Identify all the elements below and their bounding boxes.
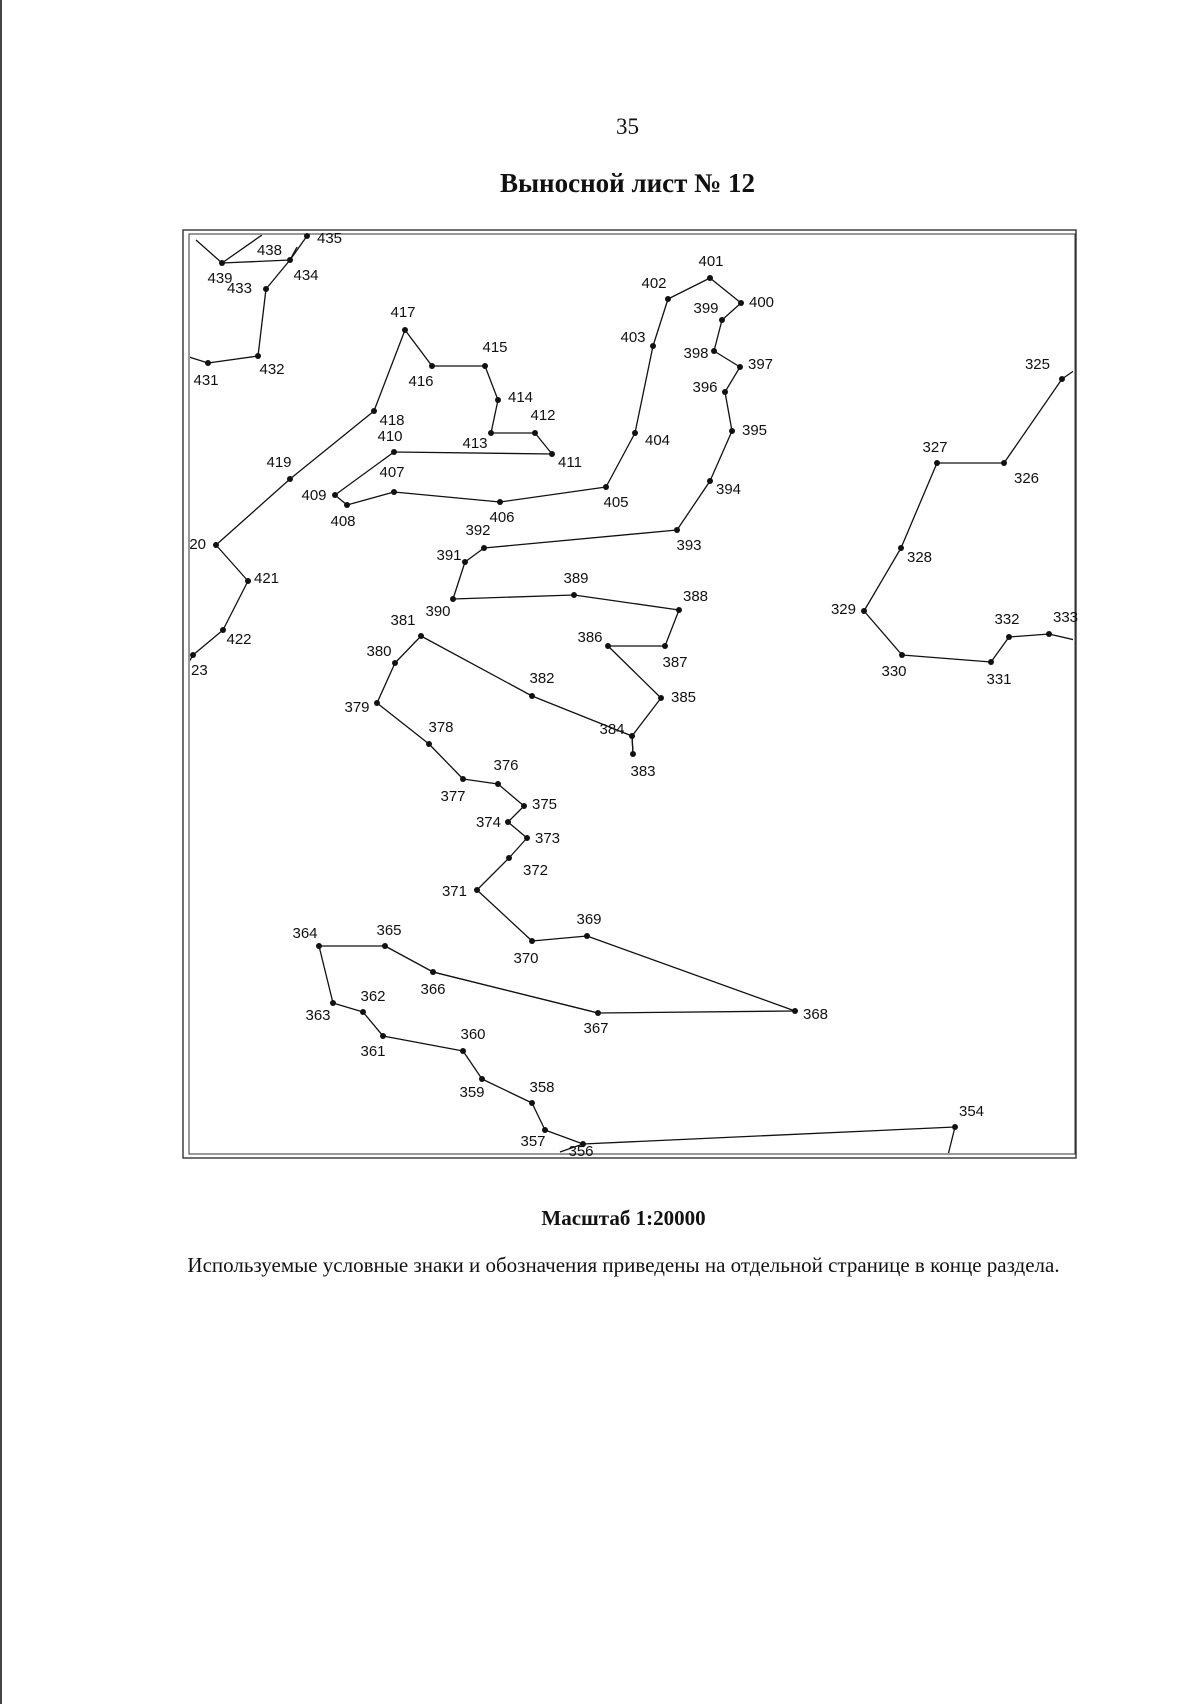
boundary-segment [864, 548, 901, 611]
boundary-segment [223, 581, 248, 630]
boundary-segment [498, 784, 524, 806]
boundary-point-label: 432 [259, 361, 285, 378]
boundary-point-marker [630, 751, 636, 757]
boundary-point-marker [495, 781, 501, 787]
boundary-point-label: 20 [189, 536, 206, 553]
boundary-point-marker [506, 855, 512, 861]
boundary-point-marker [213, 542, 219, 548]
boundary-point-marker [287, 476, 293, 482]
boundary-point-label: 362 [360, 988, 386, 1005]
boundary-segment [290, 411, 374, 479]
boundary-segment [901, 463, 937, 548]
boundary-point-marker [861, 608, 867, 614]
boundary-segment [222, 260, 290, 263]
boundary-point-label: 325 [1024, 356, 1050, 373]
boundary-point-marker [521, 803, 527, 809]
boundary-segment [196, 240, 222, 263]
boundary-point-label: 369 [576, 911, 602, 928]
boundary-point-marker [190, 652, 196, 658]
boundary-point-marker [934, 460, 940, 466]
boundary-point-marker [495, 397, 501, 403]
boundary-point-label: 418 [379, 412, 405, 429]
boundary-point-label: 365 [376, 922, 402, 939]
boundary-point-marker [391, 449, 397, 455]
boundary-point-label: 398 [683, 345, 709, 362]
boundary-segment [587, 936, 795, 1011]
boundary-point-label: 367 [583, 1020, 609, 1037]
boundary-point-label: 374 [475, 814, 501, 831]
boundary-point-marker [524, 835, 530, 841]
boundary-point-marker [479, 1076, 485, 1082]
boundary-point-marker [418, 633, 424, 639]
boundary-point-marker [1046, 631, 1052, 637]
boundary-segment [574, 595, 679, 610]
boundary-point-marker [426, 741, 432, 747]
boundary-segment [482, 1079, 532, 1103]
boundary-segment [433, 972, 598, 1013]
boundary-points [189, 230, 1078, 1160]
boundary-segment [1049, 634, 1075, 640]
boundary-segment [374, 330, 405, 411]
boundary-point-marker [584, 933, 590, 939]
boundary-point-label: 388 [683, 588, 709, 605]
boundary-point-marker [658, 695, 664, 701]
boundary-point-label: 329 [830, 601, 856, 618]
boundary-segment [653, 299, 668, 346]
boundary-point-label: 380 [366, 643, 392, 660]
boundary-point-label: 410 [377, 428, 403, 445]
boundary-point-label: 404 [645, 432, 671, 449]
boundary-point-marker [374, 700, 380, 706]
legend-note: Используемые условные знаки и обозначения приведены на отдельной странице в конце раздела. [187, 1253, 1060, 1277]
boundary-point-marker [462, 559, 468, 565]
boundary-point-label: 360 [460, 1026, 486, 1043]
boundary-point-label: 386 [577, 629, 603, 646]
boundary-point-marker [482, 363, 488, 369]
boundary-point-marker [676, 607, 682, 613]
boundary-point-marker [245, 578, 251, 584]
boundary-point-label: 399 [693, 300, 719, 317]
boundary-point-label: 363 [305, 1007, 331, 1024]
boundary-point-label: 400 [749, 294, 775, 311]
boundary-point-label: 416 [408, 373, 434, 390]
boundary-segment [710, 431, 732, 481]
boundary-point-label: 412 [530, 407, 556, 424]
boundary-point-label: 375 [532, 796, 558, 813]
boundary-segment [363, 1012, 383, 1036]
boundary-segment [722, 303, 741, 320]
boundary-point-label: 23 [191, 662, 208, 679]
boundary-point-label: 389 [563, 570, 589, 587]
boundary-segment [453, 595, 574, 599]
boundary-point-marker [792, 1008, 798, 1014]
boundary-segment [665, 610, 679, 646]
boundary-segment [608, 646, 661, 698]
boundary-segment [333, 1003, 363, 1012]
boundary-point-marker [474, 887, 480, 893]
boundary-point-marker [304, 233, 310, 239]
boundary-segment [463, 779, 498, 784]
boundary-segment [453, 562, 465, 599]
boundary-point-label: 370 [513, 950, 539, 967]
boundary-segment [725, 392, 732, 431]
boundary-point-marker [529, 938, 535, 944]
boundary-point-marker [707, 478, 713, 484]
boundary-point-label: 373 [535, 830, 561, 847]
scale-caption: Масштаб 1:20000 [541, 1206, 706, 1230]
boundary-point-label: 359 [459, 1084, 485, 1101]
boundary-point-label: 328 [907, 549, 933, 566]
boundary-point-marker [898, 545, 904, 551]
boundary-segment [598, 1011, 795, 1013]
boundary-point-marker [1006, 634, 1012, 640]
boundary-segment [632, 698, 661, 736]
boundary-segment [1004, 379, 1062, 463]
boundary-point-label: 395 [742, 422, 768, 439]
boundary-segment [532, 1103, 545, 1130]
boundary-point-label: 358 [529, 1079, 555, 1096]
boundary-point-marker [429, 363, 435, 369]
boundary-segment [714, 320, 722, 351]
boundary-segment [484, 530, 677, 548]
boundary-point-marker [332, 492, 338, 498]
boundary-point-label: 361 [360, 1043, 386, 1060]
boundary-point-label: 419 [266, 454, 292, 471]
boundary-segment [319, 946, 333, 1003]
boundary-point-label: 394 [716, 481, 742, 498]
boundary-point-label: 385 [671, 689, 697, 706]
boundary-point-label: 439 [207, 270, 233, 287]
boundary-segment [377, 703, 429, 744]
boundary-segment [677, 481, 710, 530]
boundary-point-marker [263, 286, 269, 292]
boundary-segment [385, 946, 433, 972]
boundary-point-label: 354 [959, 1103, 985, 1120]
boundary-point-marker [481, 545, 487, 551]
boundary-point-label: 331 [986, 671, 1012, 688]
boundary-segment [377, 663, 395, 703]
boundary-point-label: 382 [529, 670, 555, 687]
boundary-segment [635, 346, 653, 433]
boundary-segment [193, 630, 223, 655]
boundary-point-marker [899, 652, 905, 658]
boundary-point-marker [722, 389, 728, 395]
boundary-point-marker [460, 776, 466, 782]
boundary-point-marker [430, 969, 436, 975]
boundary-point-marker [719, 317, 725, 323]
boundary-point-label: 407 [379, 464, 405, 481]
boundary-segment [394, 452, 552, 454]
boundary-point-marker [391, 489, 397, 495]
boundary-point-marker [460, 1048, 466, 1054]
boundary-point-marker [605, 643, 611, 649]
boundary-point-label: 357 [520, 1133, 546, 1150]
boundary-segment [258, 289, 266, 356]
boundary-point-label: 383 [630, 763, 656, 780]
boundary-point-label: 390 [425, 603, 451, 620]
boundary-segment [383, 1036, 463, 1051]
boundary-point-marker [316, 943, 322, 949]
boundary-segment [606, 433, 635, 487]
boundary-segment [902, 655, 991, 662]
boundary-point-marker [287, 257, 293, 263]
boundary-point-label: 438 [256, 242, 282, 259]
boundary-segment [216, 479, 290, 545]
boundary-point-label: 332 [994, 611, 1020, 628]
boundary-point-marker [382, 943, 388, 949]
boundary-point-marker [729, 428, 735, 434]
boundary-point-marker [707, 275, 713, 281]
boundary-point-label: 371 [441, 883, 467, 900]
boundary-point-label: 330 [881, 663, 907, 680]
boundary-point-marker [1059, 376, 1065, 382]
boundary-point-label: 415 [482, 339, 508, 356]
boundary-point-marker [380, 1033, 386, 1039]
boundary-point-label: 372 [523, 862, 549, 879]
boundary-point-label: 376 [493, 757, 519, 774]
boundary-segment [477, 890, 532, 941]
boundary-segment [491, 400, 498, 433]
boundary-point-label: 403 [620, 329, 646, 346]
boundary-point-marker [450, 596, 456, 602]
boundary-segment [216, 545, 248, 581]
boundary-point-label: 379 [344, 699, 370, 716]
boundary-point-marker [738, 300, 744, 306]
boundary-segment [405, 330, 432, 366]
boundary-point-label: 421 [254, 570, 280, 587]
sheet-title: Выносной лист № 12 [499, 168, 756, 198]
boundary-point-marker [665, 296, 671, 302]
boundary-point-label: 327 [922, 439, 948, 456]
boundary-point-label: 401 [698, 253, 724, 270]
boundary-point-marker [988, 659, 994, 665]
boundary-point-marker [255, 353, 261, 359]
page-number: 35 [616, 114, 639, 139]
boundary-point-marker [497, 499, 503, 505]
boundary-point-label: 387 [662, 654, 688, 671]
boundary-point-marker [392, 660, 398, 666]
boundary-point-label: 405 [603, 494, 629, 511]
boundary-point-marker [1001, 460, 1007, 466]
boundary-segment [991, 637, 1009, 662]
boundary-point-label: 378 [428, 719, 454, 736]
boundary-point-label: 396 [692, 379, 718, 396]
boundary-point-label: 413 [462, 435, 488, 452]
boundary-segment [583, 1127, 955, 1144]
boundary-point-label: 433 [226, 280, 252, 297]
boundary-point-label: 364 [292, 925, 318, 942]
boundary-point-label: 393 [676, 537, 702, 554]
boundary-segment [500, 487, 606, 502]
boundary-segment [1009, 634, 1049, 637]
boundary-segment [429, 744, 463, 779]
boundary-point-label: 381 [390, 612, 416, 629]
boundary-point-marker [529, 693, 535, 699]
boundary-point-marker [220, 627, 226, 633]
boundary-segment [535, 433, 552, 454]
boundary-segment [208, 356, 258, 363]
boundary-point-marker [603, 484, 609, 490]
boundary-point-marker [549, 451, 555, 457]
boundary-point-marker [205, 360, 211, 366]
boundary-point-marker [629, 733, 635, 739]
boundary-segment [668, 278, 710, 299]
boundary-point-marker [330, 1000, 336, 1006]
boundary-point-marker [571, 592, 577, 598]
boundary-point-marker [505, 819, 511, 825]
boundary-point-marker [219, 260, 225, 266]
boundary-point-label: 422 [226, 631, 252, 648]
boundary-point-marker [662, 643, 668, 649]
boundary-point-marker [711, 348, 717, 354]
boundary-segment [266, 260, 290, 289]
boundary-segment [532, 936, 587, 941]
boundary-point-label: 406 [489, 509, 515, 526]
boundary-point-marker [360, 1009, 366, 1015]
boundary-point-label: 435 [317, 230, 343, 247]
boundary-segment [465, 548, 484, 562]
boundary-point-label: 366 [420, 981, 446, 998]
boundary-point-marker [737, 364, 743, 370]
boundary-point-label: 397 [748, 356, 774, 373]
boundary-segment [948, 1127, 955, 1155]
boundary-segment [395, 636, 421, 663]
boundary-point-marker [371, 408, 377, 414]
boundary-segment [421, 636, 532, 696]
boundary-segment [347, 492, 394, 505]
boundary-point-label: 391 [436, 547, 462, 564]
boundary-point-marker [650, 343, 656, 349]
boundary-segment [509, 838, 527, 858]
boundary-point-marker [532, 430, 538, 436]
boundary-point-label: 417 [390, 304, 416, 321]
boundary-point-label: 333 [1053, 609, 1079, 626]
boundary-segment [545, 1130, 583, 1144]
boundary-point-marker [952, 1124, 958, 1130]
boundary-segment [714, 351, 740, 367]
boundary-segment [508, 822, 527, 838]
boundary-point-label: 409 [301, 487, 327, 504]
boundary-point-marker [344, 502, 350, 508]
boundary-point-marker [674, 527, 680, 533]
boundary-segment [508, 806, 524, 822]
boundary-point-label: 431 [193, 372, 219, 389]
boundary-point-label: 408 [330, 513, 356, 530]
boundary-segment [725, 367, 740, 392]
boundary-point-marker [402, 327, 408, 333]
boundary-point-label: 402 [641, 275, 667, 292]
boundary-point-label: 414 [508, 389, 534, 406]
boundary-segment [394, 492, 500, 502]
boundary-point-label: 392 [465, 522, 491, 539]
boundary-segment [463, 1051, 482, 1079]
boundary-segment [485, 366, 498, 400]
boundary-point-label: 368 [803, 1006, 829, 1023]
boundary-point-label: 434 [293, 267, 319, 284]
boundary-point-marker [632, 430, 638, 436]
boundary-segment [864, 611, 902, 655]
boundary-point-marker [529, 1100, 535, 1106]
boundary-point-label: 326 [1014, 470, 1040, 487]
boundary-point-marker [488, 430, 494, 436]
boundary-point-label: 411 [558, 454, 582, 471]
boundary-point-label: 377 [440, 788, 466, 805]
boundary-point-label: 384 [599, 721, 625, 738]
boundary-segment [477, 858, 509, 890]
boundary-point-label: 356 [568, 1143, 594, 1160]
boundary-point-marker [595, 1010, 601, 1016]
